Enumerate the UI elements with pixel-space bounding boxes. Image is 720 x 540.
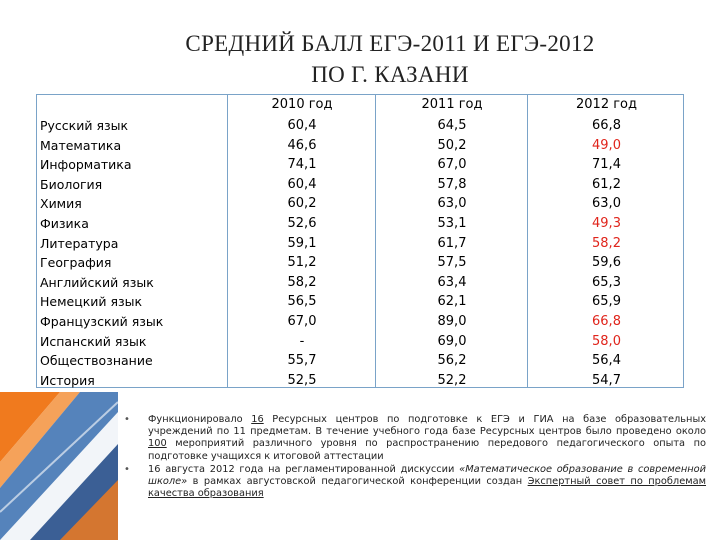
score-2012-cell: 59,6 xyxy=(592,255,621,271)
score-2012-cell: 58,2 xyxy=(592,235,621,251)
subject-cell: Обществознание xyxy=(40,353,153,369)
year-2010-column xyxy=(227,95,376,387)
score-2010-cell: 55,7 xyxy=(287,353,317,369)
score-2011-cell: 56,2 xyxy=(437,353,467,369)
subject-cell: География xyxy=(40,255,112,271)
score-2012-cell: 49,0 xyxy=(592,137,621,153)
bullet-dot-icon: • xyxy=(124,463,130,475)
score-2010-cell: 60,4 xyxy=(287,176,317,192)
score-2010-cell: 51,2 xyxy=(287,255,317,271)
bullet2-text-part2: в рамках августовской педагогической конференции создан xyxy=(187,476,528,488)
slide-title-line1: СРЕДНИЙ БАЛЛ ЕГЭ-2011 И ЕГЭ-2012 xyxy=(185,31,595,56)
subject-column xyxy=(37,95,227,387)
score-2010-cell: 74,1 xyxy=(287,157,317,173)
score-2010-cell: 60,4 xyxy=(287,118,317,133)
score-2012-cell: 66,8 xyxy=(592,118,621,133)
score-2010-cell: 67,0 xyxy=(287,313,317,329)
score-2011-cell: 63,4 xyxy=(437,274,467,290)
score-2011-cell: 57,8 xyxy=(437,176,467,192)
decorative-corner-graphic xyxy=(0,392,118,540)
scores-table xyxy=(36,94,684,388)
score-2012-cell: 63,0 xyxy=(592,196,621,212)
score-2011-cell: 52,2 xyxy=(437,372,467,388)
score-2012-cell: 66,8 xyxy=(592,313,621,329)
score-2010-cell: 60,2 xyxy=(287,196,317,212)
slide-title-line2: ПО Г. КАЗАНИ xyxy=(311,62,469,87)
score-2010-cell: 58,2 xyxy=(287,274,317,290)
header-2011: 2011 год xyxy=(421,97,483,112)
subject-cell: Биология xyxy=(40,176,103,192)
score-2011-cell: 63,0 xyxy=(437,196,467,212)
bullet-item-resource-centers xyxy=(124,414,706,463)
decorative-corner xyxy=(0,392,118,540)
subject-cell: Информатика xyxy=(40,157,132,173)
subject-cell: Немецкий язык xyxy=(40,294,143,310)
bullet1-underlined-count: 16 xyxy=(251,414,264,425)
score-2012-cell: 49,3 xyxy=(592,215,621,231)
bullet-list xyxy=(124,414,706,500)
bullet1-text-part2: Ресурсных центров по подготовке к ЕГЭ и ГИА на базе образовательных учреждений по 11 предметам. В течение учебного года базе Ресурсных центров было проведено около xyxy=(148,414,706,438)
score-2011-cell: 64,5 xyxy=(437,118,467,133)
score-2010-cell: 59,1 xyxy=(287,235,317,251)
subject-cell: Русский язык xyxy=(40,118,129,133)
bullet2-underlined-council: Экспертный совет по проблемам качества образования xyxy=(148,476,707,500)
score-2010-cell: 52,5 xyxy=(287,372,317,388)
score-2012-cell: 61,2 xyxy=(592,176,621,192)
score-2011-cell: 61,7 xyxy=(437,235,467,251)
score-2011-cell: 67,0 xyxy=(437,157,467,173)
slide-title xyxy=(90,28,690,90)
bullet2-italic-discussion: «Математическое образование в современной школе» xyxy=(148,463,707,488)
score-2012-cell: 65,3 xyxy=(592,274,621,290)
bullet2-text-part1: 16 августа 2012 года на регламентированной дискуссии xyxy=(148,463,460,475)
score-2011-cell: 50,2 xyxy=(437,137,467,153)
subject-cell: Французский язык xyxy=(40,313,164,329)
score-2010-cell: - xyxy=(299,333,305,349)
score-2011-cell: 57,5 xyxy=(437,255,467,271)
bullet1-underlined-events: 100 xyxy=(148,438,167,450)
score-2012-cell: 65,9 xyxy=(592,294,621,310)
header-2010: 2010 год xyxy=(271,97,333,112)
bullet1-text-part3: мероприятий различного уровня по распространению передового педагогического опыта по подготовке учащихся к итоговой аттестации xyxy=(148,438,706,462)
header-2012: 2012 год xyxy=(576,97,637,112)
score-2010-cell: 52,6 xyxy=(287,215,317,231)
score-2012-cell: 54,7 xyxy=(592,372,621,388)
year-2011-column xyxy=(375,95,528,387)
subject-cell: Математика xyxy=(40,137,122,153)
bullet1-text-part1: Функционировало xyxy=(148,414,252,425)
subject-cell: Химия xyxy=(40,196,82,212)
bullet-dot-icon: • xyxy=(124,414,130,425)
subject-cell: Английский язык xyxy=(40,274,154,290)
score-2011-cell: 89,0 xyxy=(437,313,467,329)
score-2012-cell: 71,4 xyxy=(592,157,621,173)
score-2012-cell: 56,4 xyxy=(592,353,621,369)
score-2011-cell: 53,1 xyxy=(437,215,467,231)
score-2010-cell: 56,5 xyxy=(287,294,317,310)
score-2012-cell: 58,0 xyxy=(592,333,621,349)
year-2012-column xyxy=(527,95,685,387)
subject-cell: Физика xyxy=(40,215,89,231)
subject-cell: Испанский язык xyxy=(40,333,147,349)
score-2011-cell: 62,1 xyxy=(437,294,467,310)
score-2011-cell: 69,0 xyxy=(437,333,467,349)
score-2010-cell: 46,6 xyxy=(287,137,317,153)
bullet-item-expert-council xyxy=(124,464,706,501)
subject-cell: История xyxy=(40,372,95,388)
subject-cell: Литература xyxy=(40,235,119,251)
